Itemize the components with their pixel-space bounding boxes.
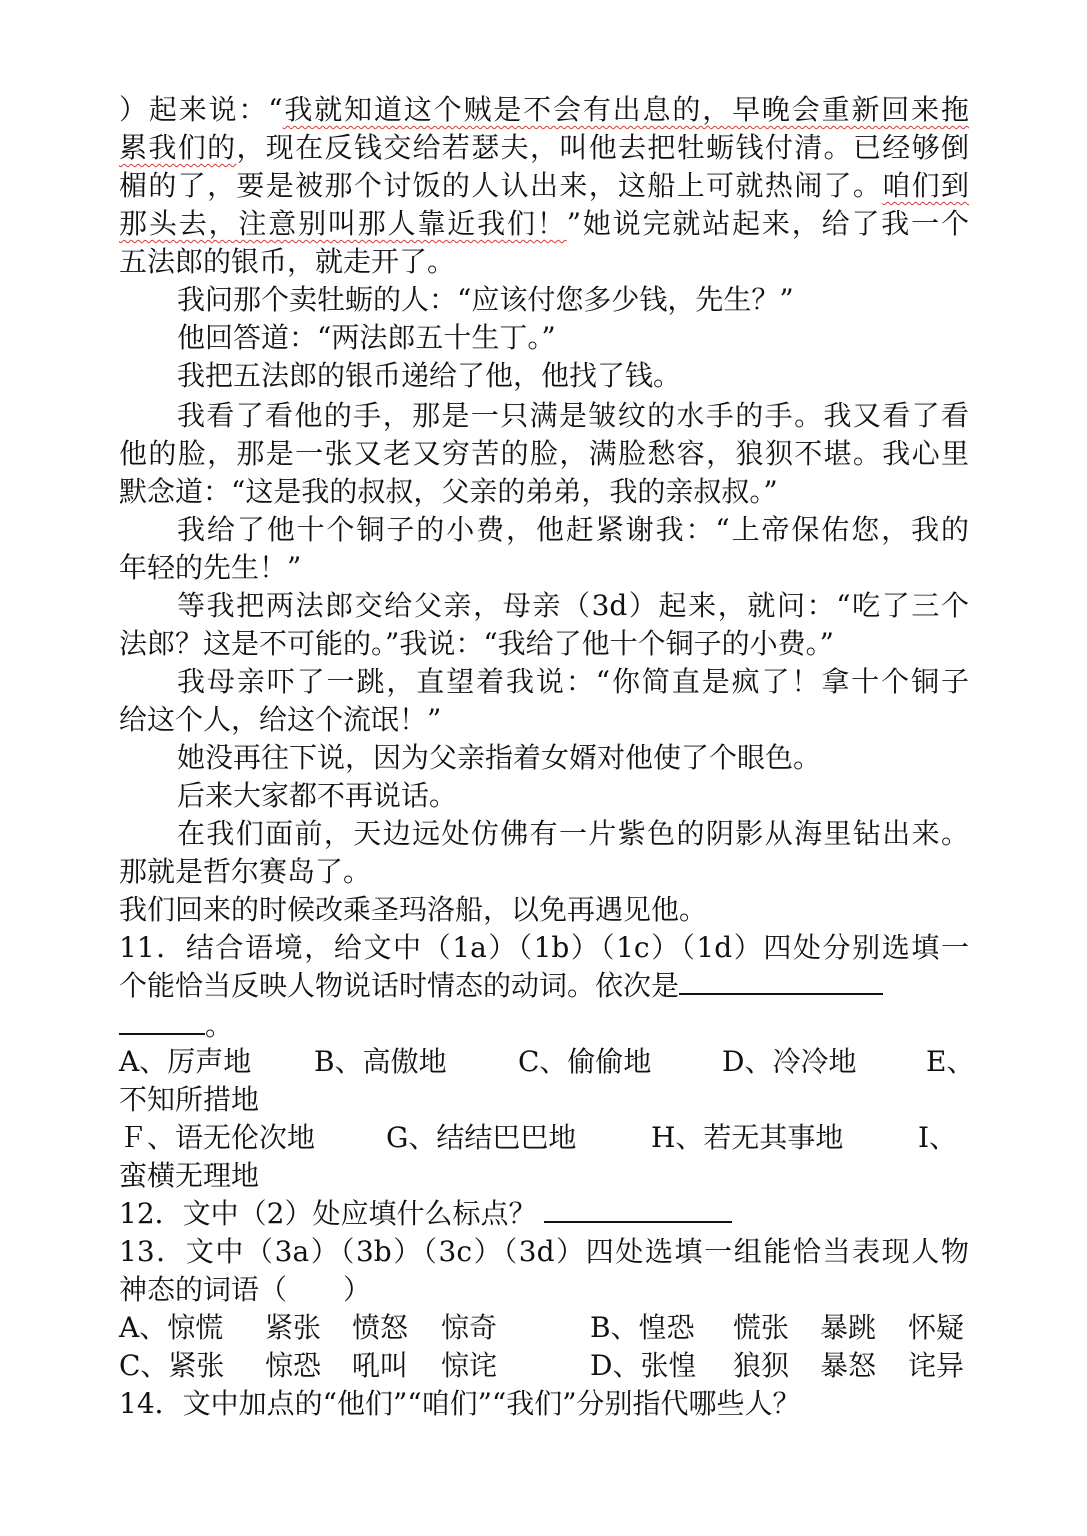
option-i: I、 [918, 1121, 958, 1154]
passage-line: 那就是哲尔赛岛了。 [119, 855, 372, 888]
passage-line [119, 205, 969, 243]
text-span: 。 [205, 1009, 234, 1042]
passage-line: 后来大家都不再说话。 [177, 779, 458, 812]
passage-line: 我给了他十个铜子的小费，他赶紧谢我：“上帝保佑您，我的 [177, 513, 969, 546]
question-11-line: 11．结合语境，给文中（1a）（1b）（1c）（1d）四处分别选填一 [119, 931, 969, 964]
option-c-word: 吼叫 [352, 1349, 409, 1382]
question-13-line: 神态的词语（ ） [119, 1273, 372, 1306]
passage-line [119, 167, 969, 205]
question-11-line [119, 967, 969, 1005]
option-c: C、紧张 [119, 1349, 225, 1382]
passage-line: 他的脸，那是一张又老又穷苦的脸，满脸愁容，狼狈不堪。我心里 [119, 437, 969, 470]
option-d: D、冷冷地 [722, 1045, 857, 1078]
option-d-word: 暴怒 [820, 1349, 877, 1382]
option-e: E、 [926, 1045, 975, 1078]
passage-line: 默念道：“这是我的叔叔，父亲的弟弟，我的亲叔叔。” [119, 475, 778, 508]
passage-line: 我们回来的时候改乘圣玛洛船，以免再遇见他。 [119, 893, 708, 926]
option-d: D、张惶 [590, 1349, 697, 1382]
option-b-word: 慌张 [733, 1311, 790, 1344]
option-b: B、高傲地 [314, 1045, 447, 1078]
text-span: ）起来说：“ [119, 93, 283, 126]
passage-line: 法郎？这是不可能的。”我说：“我给了他十个铜子的小费。” [119, 627, 834, 660]
option-b-word: 怀疑 [908, 1311, 965, 1344]
passage-line: 年轻的先生！” [119, 551, 302, 584]
answer-blank[interactable] [544, 1201, 732, 1223]
underlined-text: 咱们到 [882, 169, 969, 202]
text-span: 12．文中（2）处应填什么标点？ [119, 1197, 537, 1230]
option-d-word: 狼狈 [733, 1349, 790, 1382]
passage-line: 等我把两法郎交给父亲，母亲（3d）起来，就问：“吃了三个 [177, 589, 969, 622]
question-11-line [119, 1007, 969, 1045]
option-a-word: 紧张 [265, 1311, 322, 1344]
underlined-text: 累我们的 [119, 131, 237, 164]
question-14: 14．文中加点的“他们”“咱们”“我们”分别指代哪些人？ [119, 1387, 801, 1420]
passage-line: 五法郎的银币，就走开了。 [119, 245, 456, 278]
passage-line: 我问那个卖牡蛎的人：“应该付您多少钱，先生？” [177, 283, 794, 316]
passage-line [119, 91, 969, 129]
option-d-word: 诧异 [908, 1349, 965, 1382]
option-c: C、偷偷地 [518, 1045, 652, 1078]
option-c-word: 惊诧 [441, 1349, 498, 1382]
passage-line [119, 129, 969, 167]
option-e-text: 不知所措地 [119, 1083, 260, 1116]
option-b-word: 暴跳 [820, 1311, 877, 1344]
passage-line: 我看了看他的手，那是一只满是皱纹的水手的手。我又看了看 [177, 399, 969, 432]
underlined-text: 我就知道这个贼是不会有出息的，早晚会重新回来拖 [282, 93, 969, 126]
option-c-word: 惊恐 [265, 1349, 322, 1382]
question-12 [119, 1195, 969, 1233]
option-b: B、惶恐 [590, 1311, 695, 1344]
passage-line: 在我们面前，天边远处仿佛有一片紫色的阴影从海里钻出来。 [177, 817, 969, 850]
passage-line: 他回答道：“两法郎五十生丁。” [177, 321, 556, 354]
text-span: ”她说完就站起来，给了我一个 [566, 207, 969, 240]
passage-line: 给这个人，给这个流氓！” [119, 703, 442, 736]
passage-line: 我母亲吓了一跳，直望着我说：“你简直是疯了！拿十个铜子 [177, 665, 969, 698]
option-a: A、厉声地 [119, 1045, 252, 1078]
option-h: H、若无其事地 [651, 1121, 844, 1154]
text-span: ，现在反钱交给若瑟夫，叫他去把牡蛎钱付清。已经够倒 [236, 131, 969, 164]
text-span: 楣的了，要是被那个讨饭的人认出来，这船上可就热闹了。 [119, 169, 883, 202]
question-13-line: 13．文中（3a）（3b）（3c）（3d）四处选填一组能恰当表现人物 [119, 1235, 969, 1268]
option-g: G、结结巴巴地 [386, 1121, 577, 1154]
option-f: Ｆ、语无伦次地 [119, 1121, 316, 1154]
underlined-text: 那头去，注意别叫那人靠近我们！ [119, 207, 567, 240]
answer-blank[interactable] [679, 973, 883, 995]
passage-line: 我把五法郎的银币递给了他，他找了钱。 [177, 359, 682, 392]
answer-blank[interactable] [119, 1013, 205, 1035]
option-a: A、惊慌 [119, 1311, 224, 1344]
option-a-word: 惊奇 [441, 1311, 498, 1344]
passage-line: 她没再往下说，因为父亲指着女婿对他使了个眼色。 [177, 741, 822, 774]
option-a-word: 愤怒 [352, 1311, 409, 1344]
text-span: 个能恰当反映人物说话时情态的动词。依次是 [119, 969, 680, 1002]
option-i-text: 蛮横无理地 [119, 1159, 260, 1192]
